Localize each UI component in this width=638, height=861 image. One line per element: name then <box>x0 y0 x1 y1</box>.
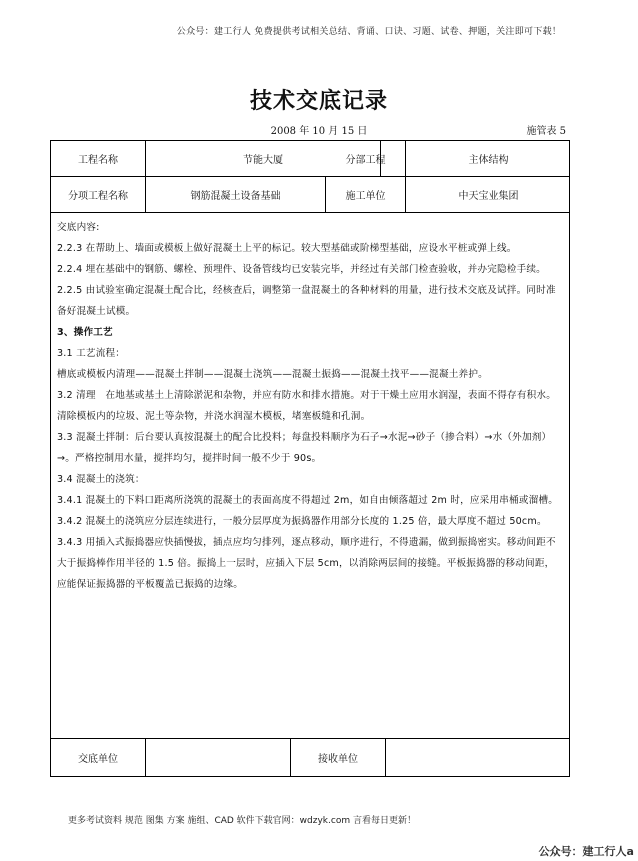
contractor-value: 中天宝业集团 <box>458 191 519 202</box>
project-name-label: 工程名称 <box>51 141 146 176</box>
page-title: 技术交底记录 <box>249 88 388 114</box>
subitem-name-label: 分项工程名称 <box>51 177 146 212</box>
watermark-text: 公众号：建工行人a <box>538 845 634 858</box>
contractor-label: 施工单位 <box>326 177 406 212</box>
disclosure-record-table <box>50 140 570 777</box>
section-heading: 3、操作工艺 <box>57 327 113 338</box>
subitem-name-value: 钢筋混凝土设备基础 <box>146 177 326 212</box>
content-paragraph: 3.4.3 用插入式振捣器应快插慢拔，插点应均匀排列，逐点移动，顺序进行，不得遗漏，做到振捣密实。移动间距不大于振捣棒作用半径的 1.5 倍。振捣上一层时，应插入下层 5cm，以消除两层间的接缝。平板振捣器的移动间距，应能保证振捣器的平板覆盖已振捣的边缘。 <box>57 537 556 590</box>
content-paragraph: 2.2.5 由试验室确定混凝土配合比，经核查后，调整第一盘混凝土的各种材料的用量，进行技术交底及试拌。同时准备好混凝土试模。 <box>57 285 556 317</box>
content-paragraph: 2.2.4 埋在基础中的钢筋、螺栓、预埋件、设备管线均已安装完毕，并经过有关部门检查验收，并办完隐检手续。 <box>57 264 546 275</box>
disclosure-content <box>51 213 569 739</box>
content-paragraph: 3.4.1 混凝土的下料口距离所浇筑的混凝土的表面高度不得超过 2m，如自由倾落超过 2m 时，应采用串桶或溜槽。 <box>57 495 559 506</box>
subsection-title: 3.4 混凝土的浇筑： <box>57 474 145 485</box>
division-label: 分部工程 <box>326 141 406 176</box>
header-note: 公众号：建工行人 免费提供考试相关总结、背诵、口诀、习题、试卷、押题，关注即可下载！ <box>176 27 562 37</box>
process-flow: 槽底或模板内清理——混凝土拌制——混凝土浇筑——混凝土振捣——混凝土找平——混凝土养护。 <box>57 369 488 380</box>
handover-unit-value <box>146 739 291 776</box>
table-row-subitem <box>51 177 569 213</box>
handover-unit-label: 交底单位 <box>51 739 146 776</box>
table-row-project <box>51 141 569 177</box>
content-paragraph: 2.2.3 在帮助上、墙面或模板上做好混凝土上平的标记。较大型基础或阶梯型基础，应设水平桩或弹上线。 <box>57 243 517 254</box>
footer-note: 更多考试资料 规范 图集 方案 施组、CAD 软件下载官网：wdzyk.com 言看每日更新！ <box>68 816 416 826</box>
content-paragraph: 3.2 清理 在地基或基土上清除淤泥和杂物，并应有防水和排水措施。对于干燥土应用水润湿，表面不得存有积水。清除模板内的垃圾、泥土等杂物，并浇水润湿木模板，堵塞板缝和孔洞。 <box>57 390 556 422</box>
subsection-title: 3.1 工艺流程： <box>57 348 126 359</box>
content-heading: 交底内容: <box>57 222 100 233</box>
receiver-unit-value <box>386 739 571 776</box>
division-value: 主体结构 <box>468 155 509 166</box>
record-date: 2008 年 10 月 15 日 <box>270 126 368 137</box>
signoff-row <box>51 739 569 776</box>
content-paragraph: 3.4.2 混凝土的浇筑应分层连续进行，一般分层厚度为振捣器作用部分长度的 1.25 倍，最大厚度不超过 50cm。 <box>57 516 547 527</box>
project-name-value: 节能大厦 <box>146 141 381 176</box>
form-number: 施管表 5 <box>526 126 566 137</box>
content-paragraph: 3.3 混凝土拌制：后台要认真按混凝土的配合比投料；每盘投料顺序为石子→水泥→砂子（掺合料）→水（外加剂）→。严格控制用水量，搅拌均匀，搅拌时间一般不少于 90s。 <box>57 432 552 464</box>
receiver-unit-label: 接收单位 <box>291 739 386 776</box>
